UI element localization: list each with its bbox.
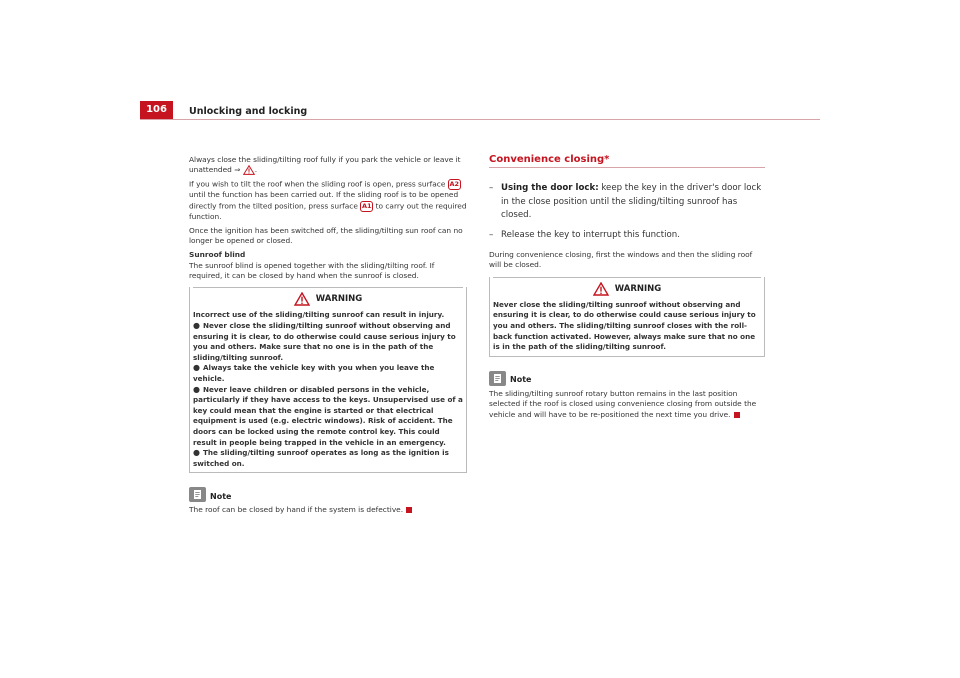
bullet-icon: ● [193,448,200,458]
warning-intro: Incorrect use of the sliding/tilting sunroof can result in injury. [193,310,445,320]
note-title: Note [510,375,532,385]
note-info-icon [189,487,206,502]
left-paragraph-2: If you wish to tilt the roof when the sliding roof is open, press surface A2 until the function has been carried out. If the sliding roof is to be opened directly from the tilted position, press surface A1 to carry out the required function. [189,179,467,221]
warning-triangle-icon [243,165,255,175]
bullet-icon: ● [193,321,200,331]
note-title: Note [210,491,232,501]
warning-bullet: ● The sliding/tilting sunroof operates as long as the ignition is switched on. [193,448,449,468]
end-of-section-icon [734,412,740,418]
left-paragraph-3: Once the ignition has been switched off, the sliding/tilting sun roof can no longer be opened or closed. [189,225,463,246]
bullet-icon: ● [193,384,200,394]
step-2: – Release the key to interrupt this function. [489,229,680,240]
left-column [189,155,467,519]
warning-text: Never close the sliding/tilting sunroof without observing and ensuring it is clear, to do otherwise could cause serious injury to you and others. The sliding/tilting sunroof closes with the roll-back function activated. However, always make sure that no one is in the path of the sliding/tilting sunroof. [493,299,756,352]
warning-box-right [489,277,765,357]
warning-title: WARNING [614,283,662,294]
warning-header [193,287,463,310]
section-title: Unlocking and locking [189,106,308,117]
position-marker-a1: A1 [361,201,372,210]
warning-bullet: ● Never leave children or disabled persons in the vehicle, particularly if they have access to the keys. Unsupervised use of a key could mean that the engine is started or that electrical equipment is used (e.g. electric windows). Risk of accident. The doors can be locked using the remote control key. This could result in people being trapped in the vehicle in an emergency. [193,384,463,447]
position-marker-a2: A2 [449,180,460,189]
warning-box-left [189,287,467,473]
note-header [189,487,467,502]
end-of-section-icon [406,507,412,513]
note-text: The sliding/tilting sunroof rotary button remains in the last position selected if the roof is closed using convenience closing from outside the vehicle and will have to be re-positioned the next time you drive. [489,388,757,419]
right-paragraph-1: During convenience closing, first the windows and then the sliding roof will be closed. [489,250,753,270]
step-1-label: Using the door lock: [501,183,599,194]
page-number: 106 [140,101,173,119]
warning-text [193,310,463,469]
left-paragraph-1: Always close the sliding/tilting roof fully if you park the vehicle or leave it unattended ⇒ . [189,155,461,175]
convenience-closing-title: Convenience closing* [489,155,765,168]
note-info-icon [489,371,506,386]
warning-header [493,277,761,300]
warning-bullet: ● Never close the sliding/tilting sunroof without observing and ensuring it is clear, to do otherwise could cause serious injury to you and others. Make sure that no one is in the path of the sliding/tilting sunroof. [193,321,456,362]
subheading-sunroof-blind: Sunroof blind [189,250,246,260]
warning-triangle-icon [593,282,609,296]
warning-triangle-icon [294,292,310,306]
note-header [489,371,765,386]
warning-title: WARNING [315,294,363,305]
right-column [489,155,765,424]
left-paragraph-4: The sunroof blind is opened together with the sliding/tilting roof. If required, it can be closed by hand when the sunroof is closed. [189,260,435,281]
bullet-icon: ● [193,363,200,373]
note-text: The roof can be closed by hand if the system is defective. [189,505,467,515]
step-1: – Using the door lock: keep the key in the driver's door lock in the close position until the sliding/tilting sunroof has closed. [489,183,762,221]
warning-bullet: ● Always take the vehicle key with you when you leave the vehicle. [193,363,435,383]
